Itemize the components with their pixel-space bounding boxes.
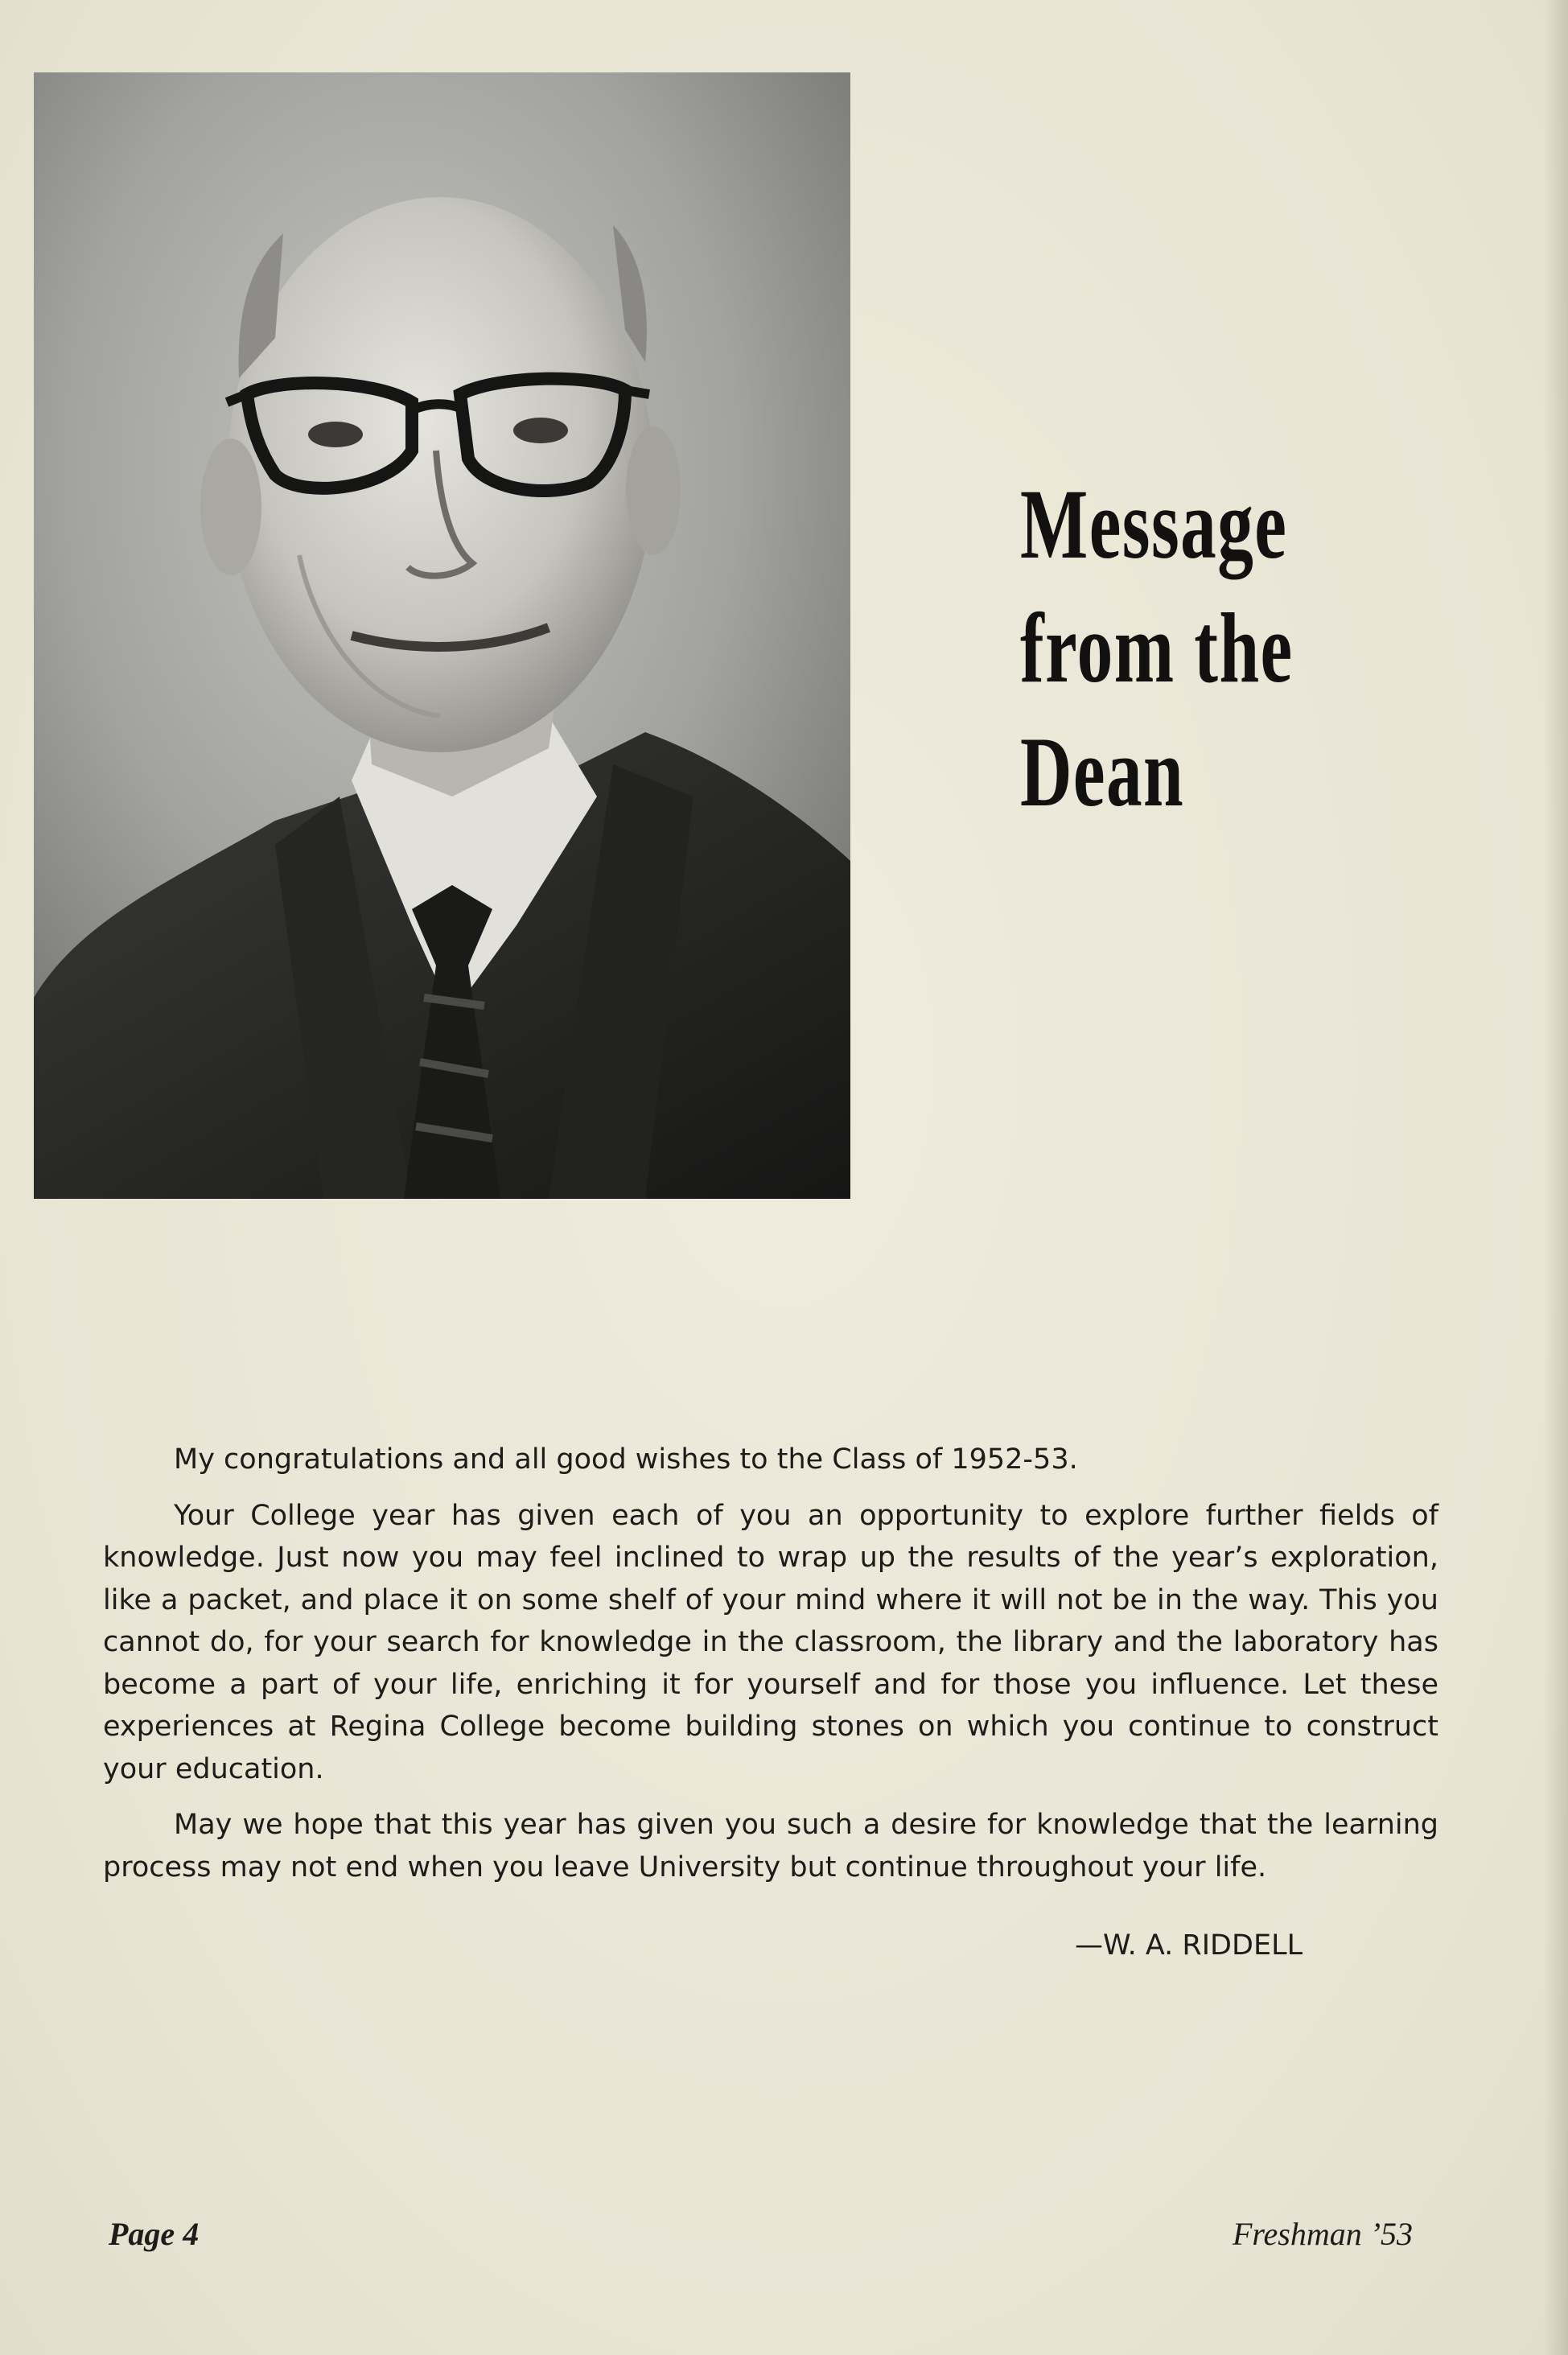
title-line-3: Dean — [1020, 717, 1185, 827]
page-edge-shadow — [1544, 0, 1568, 2355]
page-number: Page 4 — [109, 2216, 200, 2252]
page-title — [1020, 463, 1294, 834]
message-paragraph-1: My congratulations and all good wishes to the Class of 1952-53. — [174, 1443, 1078, 1476]
message-paragraph-2: Your College year has given each of you an opportunity to explore further fields of knowledge. Just now you may feel inclined to wrap up the results of the year’s exploration, like a packet, and place it on some shelf of your mind where it will not be in the way. This you cannot do, for your search for knowledge in the classroom, the library and the laboratory has become a part of your life, enriching it for yourself and for those you influence. Let these experiences at Regina College become building stones on which you continue to construct your education. — [103, 1499, 1438, 1785]
message-body — [103, 1439, 1438, 1902]
dean-portrait-photo — [34, 72, 850, 1199]
message-paragraph-3: May we hope that this year has given you such a desire for knowledge that the learning process may not end when you leave University but continue throughout your life. — [103, 1809, 1438, 1884]
signature: —W. A. RIDDELL — [1075, 1929, 1303, 1962]
title-line-2: from the — [1020, 593, 1294, 703]
title-line-1: Message — [1020, 469, 1288, 579]
publication-name: Freshman ’53 — [1233, 2216, 1414, 2252]
